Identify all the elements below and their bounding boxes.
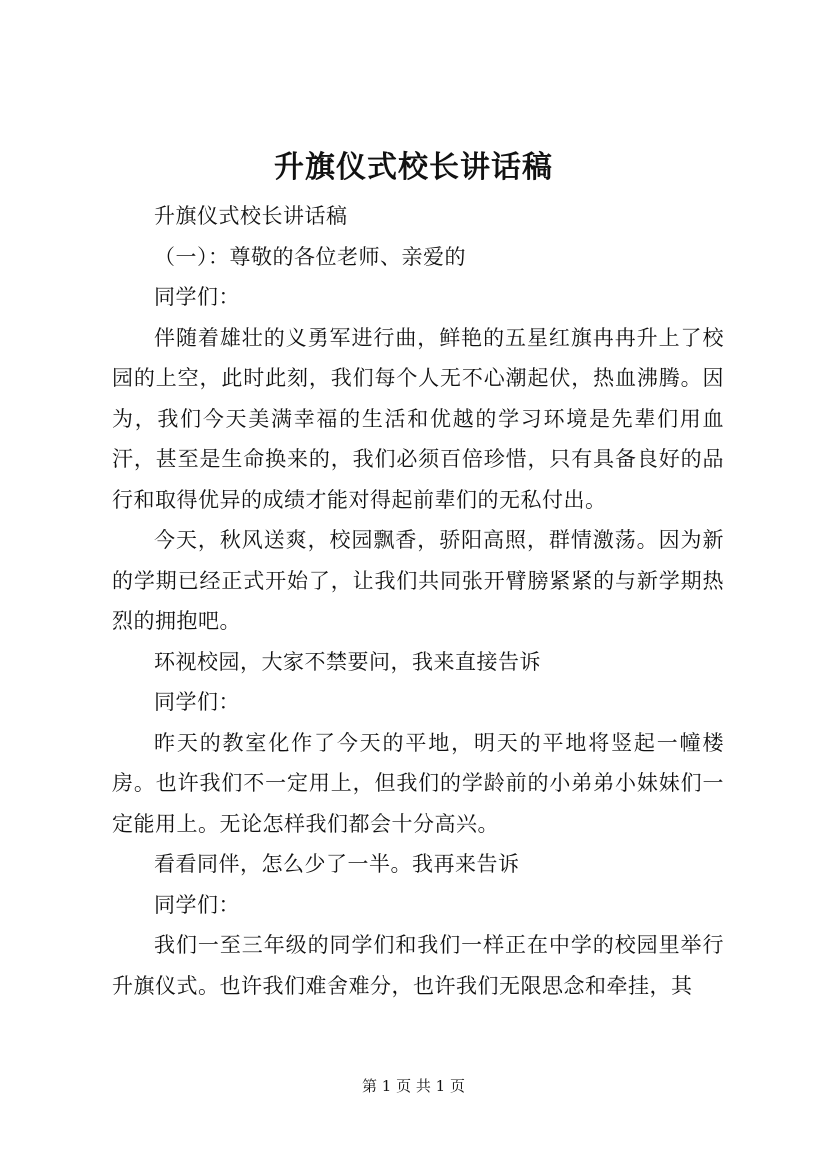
paragraph-flag-raising: 伴随着雄壮的义勇军进行曲，鲜艳的五星红旗冉冉升上了校园的上空，此时此刻，我们每个人无不心潮起伏，热血沸腾。因为，我们今天美满幸福的生活和优越的学习环境是先辈们用血汗，甚至是生命换来的，我们必须百倍珍惜，只有具备良好的品行和取得优异的成绩才能对得起前辈们的无私付出。 (112, 325, 724, 512)
paragraph-grades: 我们一至三年级的同学们和我们一样正在中学的校园里举行升旗仪式。也许我们难舍难分，也许我们无限思念和牵挂，其 (112, 933, 724, 998)
page-number: 第 1 页 共 1 页 (362, 1077, 465, 1095)
paragraph-salutation-3: 同学们： (154, 892, 240, 917)
paragraph-greeting: （一）：尊敬的各位老师、亲爱的 (154, 244, 466, 269)
paragraph-autumn: 今天，秋风送爽，校园飘香，骄阳高照，群情激荡。因为新的学期已经正式开始了，让我们共同张开臂膀紧紧的与新学期热烈的拥抱吧。 (112, 528, 724, 633)
paragraph-classroom: 昨天的教室化作了今天的平地，明天的平地将竖起一幢楼房。也许我们不一定用上，但我们的学龄前的小弟弟小妹妹们一定能用上。无论怎样我们都会十分高兴。 (112, 730, 724, 836)
paragraph-subtitle: 升旗仪式校长讲话稿 (154, 204, 348, 228)
document-title: 升旗仪式校长讲话稿 (274, 150, 553, 185)
document-body (112, 196, 724, 1006)
paragraph-campus: 环视校园，大家不禁要问，我来直接告诉 (154, 649, 541, 674)
paragraph-salutation-2: 同学们： (154, 690, 240, 714)
paragraph-companions: 看看同伴，怎么少了一半。我再来告诉 (154, 852, 520, 876)
paragraph-salutation: 同学们： (154, 285, 240, 309)
